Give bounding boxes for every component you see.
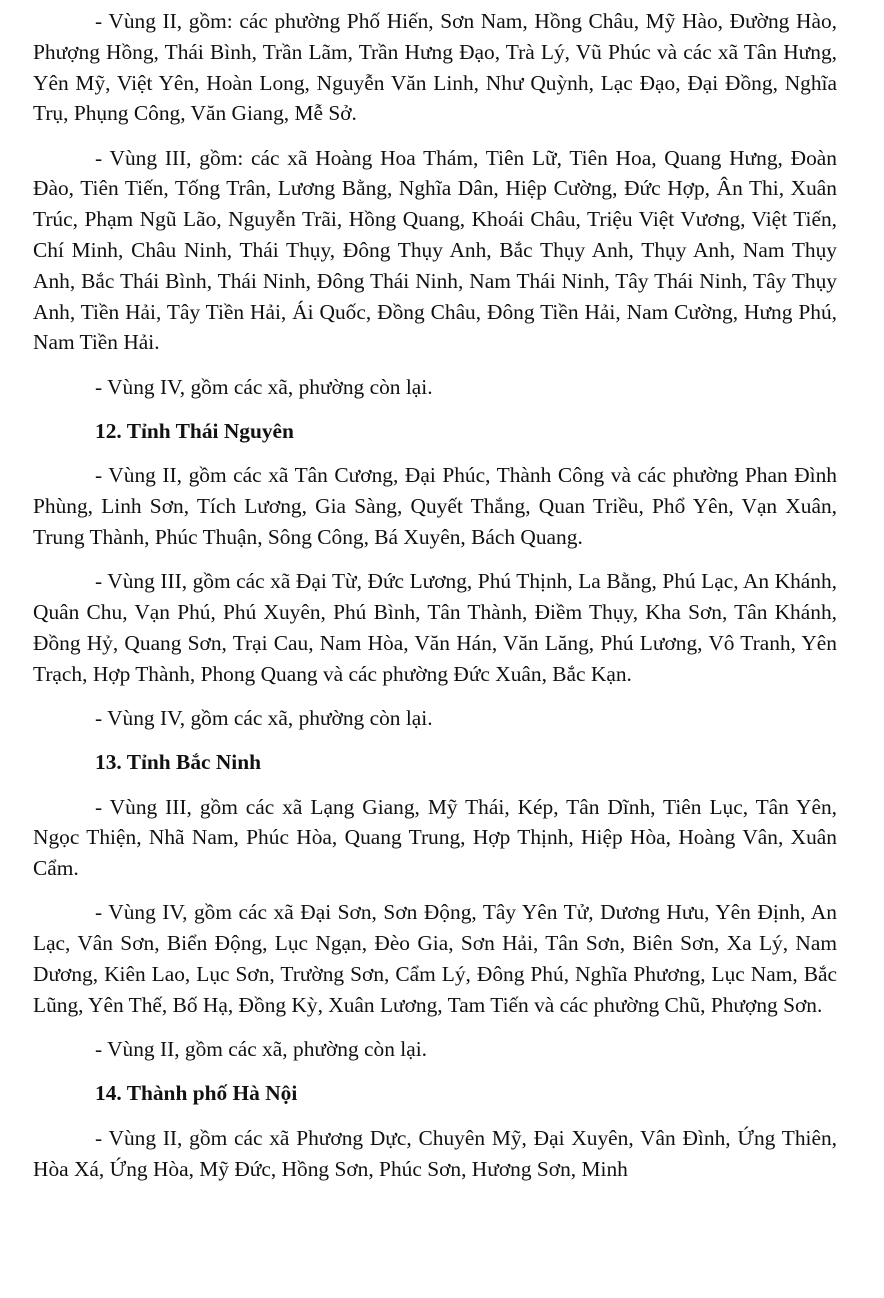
document-page xyxy=(33,6,837,1198)
paragraph-thai-nguyen-zone-3: - Vùng III, gồm các xã Đại Từ, Đức Lương, Phú Thịnh, La Bằng, Phú Lạc, An Khánh, Quân Chu, Vạn Phú, Phú Xuyên, Phú Bình, Tân Thành, Điềm Thụy, Kha Sơn, Tân Khánh, Đồng Hỷ, Quang Sơn, Trại Cau, Nam Hòa, Văn Hán, Văn Lăng, Phú Lương, Vô Tranh, Yên Trạch, Hợp Thành, Phong Quang và các phường Đức Xuân, Bắc Kạn. xyxy=(33,569,837,686)
paragraph-hung-yen-zone-2: - Vùng II, gồm: các phường Phố Hiến, Sơn Nam, Hồng Châu, Mỹ Hào, Đường Hào, Phượng Hồng, Thái Bình, Trần Lãm, Trần Hưng Đạo, Trà Lý, Vũ Phúc và các xã Tân Hưng, Yên Mỹ, Việt Yên, Hoàn Long, Nguyễn Văn Linh, Như Quỳnh, Lạc Đạo, Đại Đồng, Nghĩa Trụ, Phụng Công, Văn Giang, Mễ Sở. xyxy=(33,9,837,126)
paragraph-thai-nguyen-zone-2: - Vùng II, gồm các xã Tân Cương, Đại Phúc, Thành Công và các phường Phan Đình Phùng, Linh Sơn, Tích Lương, Gia Sàng, Quyết Thắng, Quan Triều, Phổ Yên, Vạn Xuân, Trung Thành, Phúc Thuận, Sông Công, Bá Xuyên, Bách Quang. xyxy=(33,463,837,549)
section-heading-bac-ninh: 13. Tỉnh Bắc Ninh xyxy=(95,750,262,775)
paragraph-bac-ninh-zone-2: - Vùng II, gồm các xã, phường còn lại. xyxy=(95,1037,427,1062)
paragraph-hung-yen-zone-3: - Vùng III, gồm: các xã Hoàng Hoa Thám, Tiên Lữ, Tiên Hoa, Quang Hưng, Đoàn Đào, Tiên Tiến, Tống Trân, Lương Bằng, Nghĩa Dân, Hiệp Cường, Đức Hợp, Ân Thi, Xuân Trúc, Phạm Ngũ Lão, Nguyễn Trãi, Hồng Quang, Khoái Châu, Triệu Việt Vương, Việt Tiến, Chí Minh, Châu Ninh, Thái Thụy, Đông Thụy Anh, Bắc Thụy Anh, Thụy Anh, Nam Thụy Anh, Bắc Thái Bình, Thái Ninh, Đông Thái Ninh, Nam Thái Ninh, Tây Thái Ninh, Tây Thụy Anh, Tiền Hải, Tây Tiền Hải, Ái Quốc, Đồng Châu, Đông Tiền Hải, Nam Cường, Hưng Phú, Nam Tiền Hải. xyxy=(33,145,837,355)
section-heading-ha-noi: 14. Thành phố Hà Nội xyxy=(95,1081,298,1106)
paragraph-hung-yen-zone-4: - Vùng IV, gồm các xã, phường còn lại. xyxy=(95,374,433,399)
paragraph-thai-nguyen-zone-4: - Vùng IV, gồm các xã, phường còn lại. xyxy=(95,705,433,730)
paragraph-bac-ninh-zone-4: - Vùng IV, gồm các xã Đại Sơn, Sơn Động, Tây Yên Tử, Dương Hưu, Yên Định, An Lạc, Vân Sơn, Biển Động, Lục Ngạn, Đèo Gia, Sơn Hải, Tân Sơn, Biên Sơn, Xa Lý, Nam Dương, Kiên Lao, Lục Sơn, Trường Sơn, Cẩm Lý, Đông Phú, Nghĩa Phương, Lục Nam, Bắc Lũng, Yên Thế, Bố Hạ, Đồng Kỳ, Xuân Lương, Tam Tiến và các phường Chũ, Phượng Sơn. xyxy=(33,900,837,1017)
paragraph-ha-noi-zone-2: - Vùng II, gồm các xã Phương Dực, Chuyên Mỹ, Đại Xuyên, Vân Đình, Ứng Thiên, Hòa Xá, Ứng Hòa, Mỹ Đức, Hồng Sơn, Phúc Sơn, Hương Sơn, Minh xyxy=(33,1125,837,1181)
paragraph-bac-ninh-zone-3: - Vùng III, gồm các xã Lạng Giang, Mỹ Thái, Kép, Tân Dĩnh, Tiên Lục, Tân Yên, Ngọc Thiện, Nhã Nam, Phúc Hòa, Quang Trung, Hợp Thịnh, Hiệp Hòa, Hoàng Vân, Xuân Cẩm. xyxy=(33,794,837,881)
section-heading-thai-nguyen: 12. Tỉnh Thái Nguyên xyxy=(95,419,294,444)
